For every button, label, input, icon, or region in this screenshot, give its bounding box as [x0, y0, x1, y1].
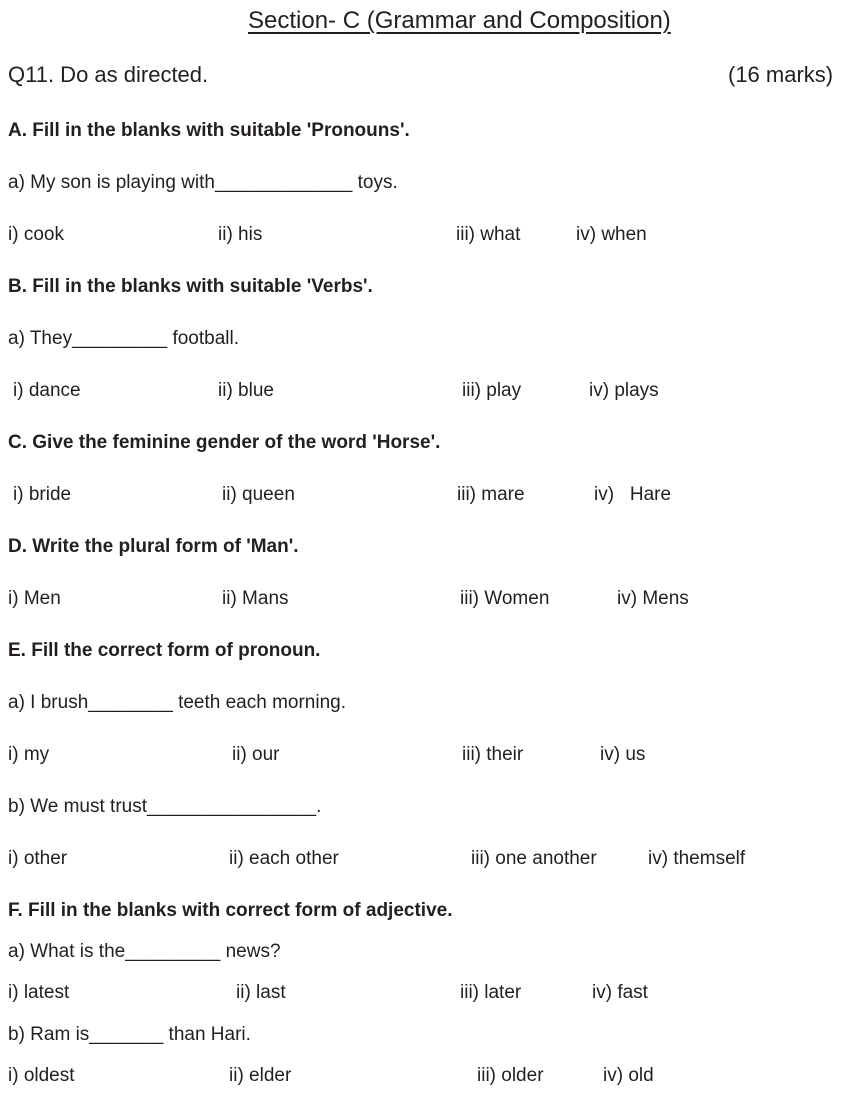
section-c-option-4: iv) Hare — [594, 484, 672, 505]
section-e-b-option-4: iv) themself — [648, 848, 746, 869]
section-f-b-option-2: ii) elder — [229, 1065, 292, 1086]
section-f-a-option-1: i) latest — [8, 982, 70, 1003]
section-d-option-2: ii) Mans — [222, 588, 289, 609]
section-b-option-4: iv) plays — [589, 380, 659, 401]
section-f-a-option-2: ii) last — [236, 982, 286, 1003]
section-e-a-option-4: iv) us — [600, 744, 646, 765]
section-f-b-option-4: iv) old — [603, 1065, 654, 1086]
section-d-option-1: i) Men — [8, 588, 61, 609]
section-a-heading: A. Fill in the blanks with suitable 'Pronouns'. — [8, 120, 410, 141]
section-e-a-option-2: ii) our — [232, 744, 280, 765]
section-e-question-b: b) We must trust________________. — [8, 796, 322, 817]
section-c-option-3: iii) mare — [457, 484, 525, 505]
section-e-a-option-3: iii) their — [462, 744, 524, 765]
section-e-b-option-2: ii) each other — [229, 848, 339, 869]
section-b-question-a: a) They_________ football. — [8, 328, 239, 349]
section-d-heading: D. Write the plural form of 'Man'. — [8, 536, 299, 557]
section-b-option-3: iii) play — [462, 380, 522, 401]
section-c-heading: C. Give the feminine gender of the word 'Horse'. — [8, 432, 441, 453]
section-e-question-a: a) I brush________ teeth each morning. — [8, 692, 347, 713]
section-c-option-2: ii) queen — [222, 484, 295, 505]
section-a-option-4: iv) when — [576, 224, 647, 245]
section-b-heading: B. Fill in the blanks with suitable 'Verbs'. — [8, 276, 373, 297]
section-f-question-a: a) What is the_________ news? — [8, 941, 281, 962]
question-label: Q11. Do as directed. — [8, 62, 209, 87]
section-e-b-option-3: iii) one another — [471, 848, 597, 869]
section-f-b-option-3: iii) older — [477, 1065, 544, 1086]
section-f-a-option-3: iii) later — [460, 982, 522, 1003]
section-a-option-2: ii) his — [218, 224, 263, 245]
section-e-a-option-1: i) my — [8, 744, 50, 765]
section-f-a-option-4: iv) fast — [592, 982, 648, 1003]
section-d-option-3: iii) Women — [460, 588, 550, 609]
section-f-heading: F. Fill in the blanks with correct form of adjective. — [8, 900, 453, 921]
section-d-option-4: iv) Mens — [617, 588, 689, 609]
section-title: Section- C (Grammar and Composition) — [248, 7, 671, 34]
section-e-b-option-1: i) other — [8, 848, 68, 869]
question-marks: (16 marks) — [728, 62, 834, 87]
section-a-question-a: a) My son is playing with_____________ toys. — [8, 172, 398, 193]
section-b-option-1: i) dance — [13, 380, 81, 401]
section-b-option-2: ii) blue — [218, 380, 274, 401]
section-a-option-3: iii) what — [456, 224, 521, 245]
section-f-b-option-1: i) oldest — [8, 1065, 75, 1086]
section-e-heading: E. Fill the correct form of pronoun. — [8, 640, 321, 661]
section-f-question-b: b) Ram is_______ than Hari. — [8, 1024, 251, 1045]
section-a-option-1: i) cook — [8, 224, 64, 245]
section-c-option-1: i) bride — [13, 484, 72, 505]
